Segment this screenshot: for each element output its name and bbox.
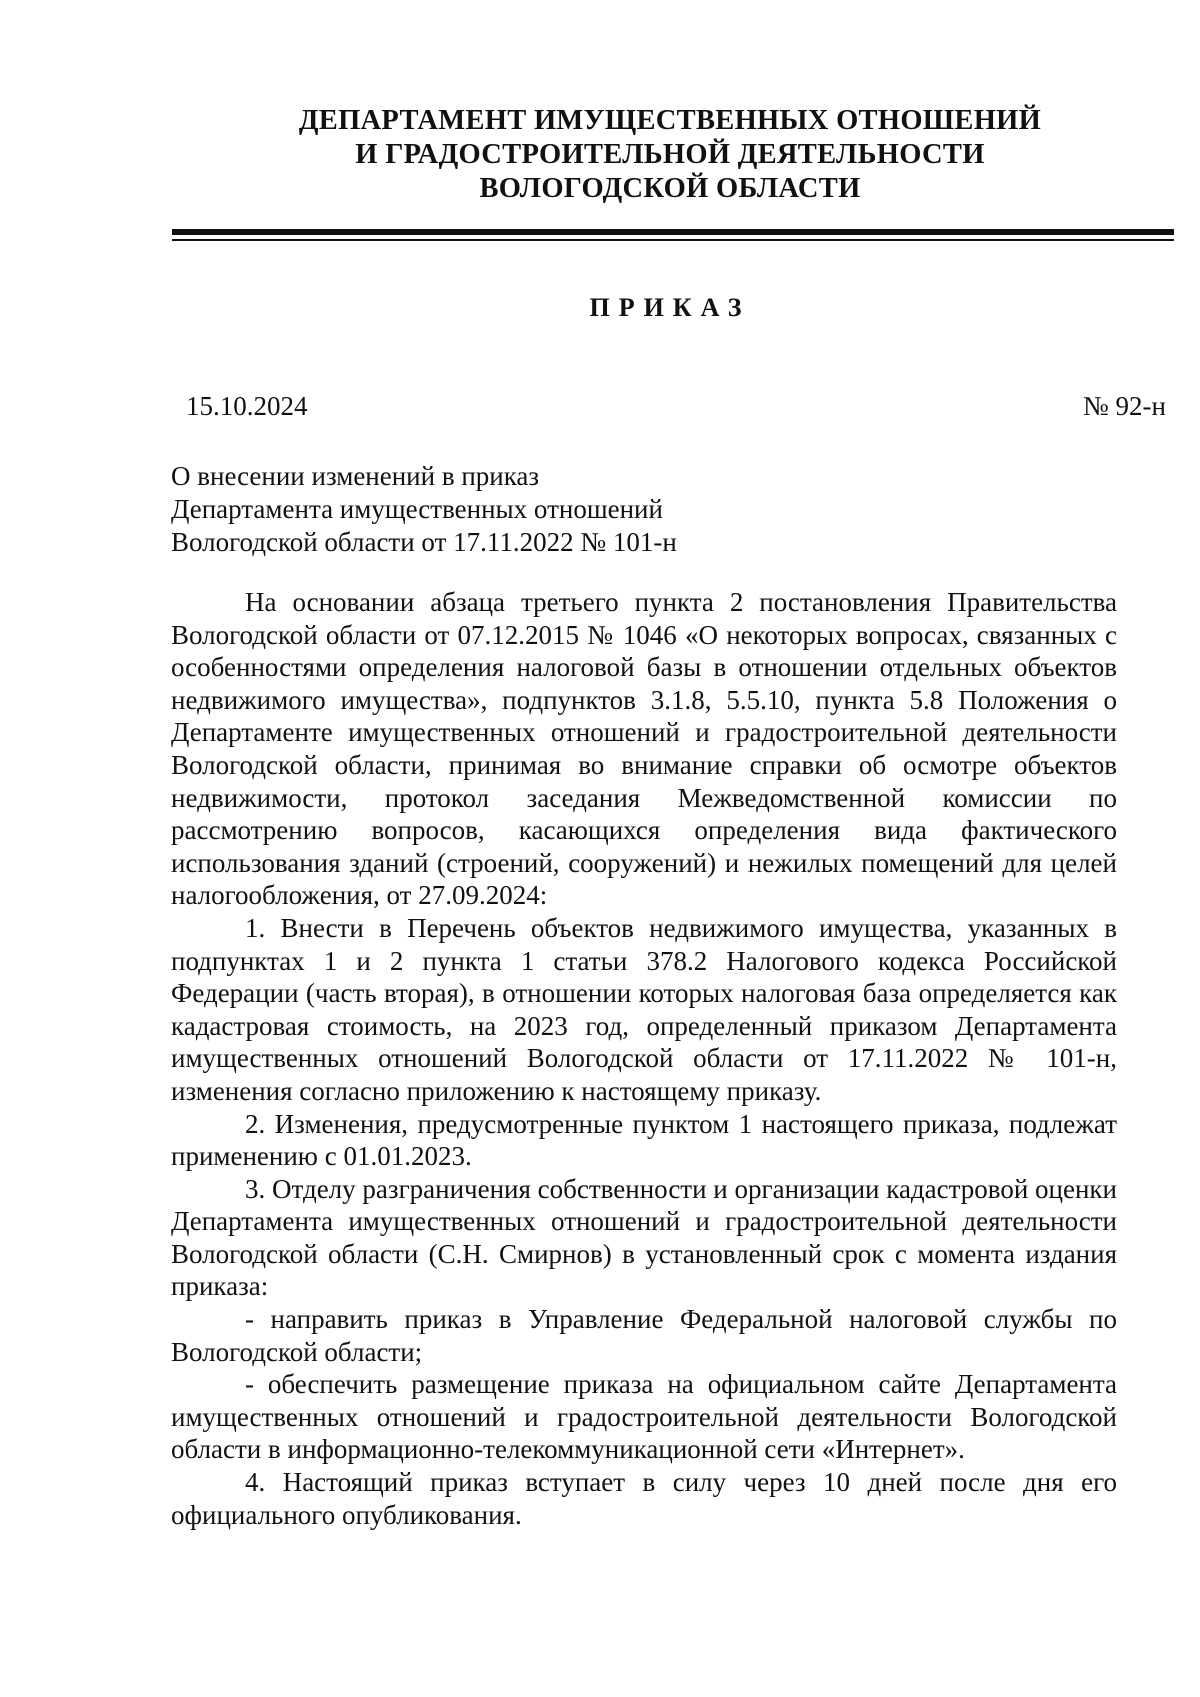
department-header — [170, 104, 1170, 206]
header-line-1: ДЕПАРТАМЕНТ ИМУЩЕСТВЕННЫХ ОТНОШЕНИЙ — [298, 105, 1042, 136]
subject-line-1: О внесении изменений в приказ — [171, 461, 540, 491]
header-divider-thin — [172, 239, 1174, 241]
subject-line-3: Вологодской области от 17.11.2022 № 101-н — [171, 527, 677, 557]
header-line-2: И ГРАДОСТРОИТЕЛЬНОЙ ДЕЯТЕЛЬНОСТИ — [355, 139, 985, 170]
item-3-bullet-1: - направить приказ в Управление Федеральной налоговой службы по Вологодской области; — [171, 1304, 1117, 1367]
item-3-paragraph: 3. Отделу разграничения собственности и организации кадастровой оценки Департамента имущественных отношений и градостроительной деятельности Вологодской области (С.Н. Смирнов) в установленный срок с момента издания приказа: — [171, 1173, 1117, 1302]
header-line-3: ВОЛОГОДСКОЙ ОБЛАСТИ — [479, 173, 861, 204]
preamble-paragraph: На основании абзаца третьего пункта 2 постановления Правительства Вологодской области от 07.12.2015 № 1046 «О некоторых вопросах, связанных с особенностями определения налоговой базы в отношении отдельных объектов недвижимого имущества», подпунктов 3.1.8, 5.5.10, пункта 5.8 Положения о Департаменте имущественных отношений и градостроительной деятельности Вологодской области, принимая во внимание справки об осмотре объектов недвижимости, протокол заседания Межведомственной комиссии по рассмотрению вопросов, касающихся определения вида фактического использования зданий (строений, сооружений) и нежилых помещений для целей налогообложения, от 27.09.2024: — [171, 587, 1117, 911]
document-number: № 92-н — [1083, 391, 1166, 421]
header-divider-thick — [172, 229, 1174, 235]
document-title: ПРИКАЗ — [589, 293, 751, 322]
item-2-paragraph: 2. Изменения, предусмотренные пунктом 1 настоящего приказа, подлежат применению с 01.01.2023. — [171, 1108, 1117, 1172]
document-body — [171, 586, 1117, 1531]
item-3-bullet-2: - обеспечить размещение приказа на официальном сайте Департамента имущественных отношений и градостроительной деятельности Вологодской области в информационно-телекоммуникационной сети «Интернет». — [171, 1369, 1117, 1465]
document-subject — [171, 460, 871, 559]
document-date: 15.10.2024 — [186, 391, 308, 421]
subject-line-2: Департамента имущественных отношений — [171, 494, 663, 524]
item-4-paragraph: 4. Настоящий приказ вступает в силу через 10 дней после дня его официального опубликования. — [171, 1467, 1117, 1530]
item-1-paragraph: 1. Внести в Перечень объектов недвижимого имущества, указанных в подпунктах 1 и 2 пункта 1 статьи 378.2 Налогового кодекса Российской Федерации (часть вторая), в отношении которых налоговая база определяется как кадастровая стоимость, на 2023 год, определенный приказом Департамента имущественных отношений Вологодской области от 17.11.2022 № 101-н, изменения согласно приложению к настоящему приказу. — [171, 912, 1117, 1106]
